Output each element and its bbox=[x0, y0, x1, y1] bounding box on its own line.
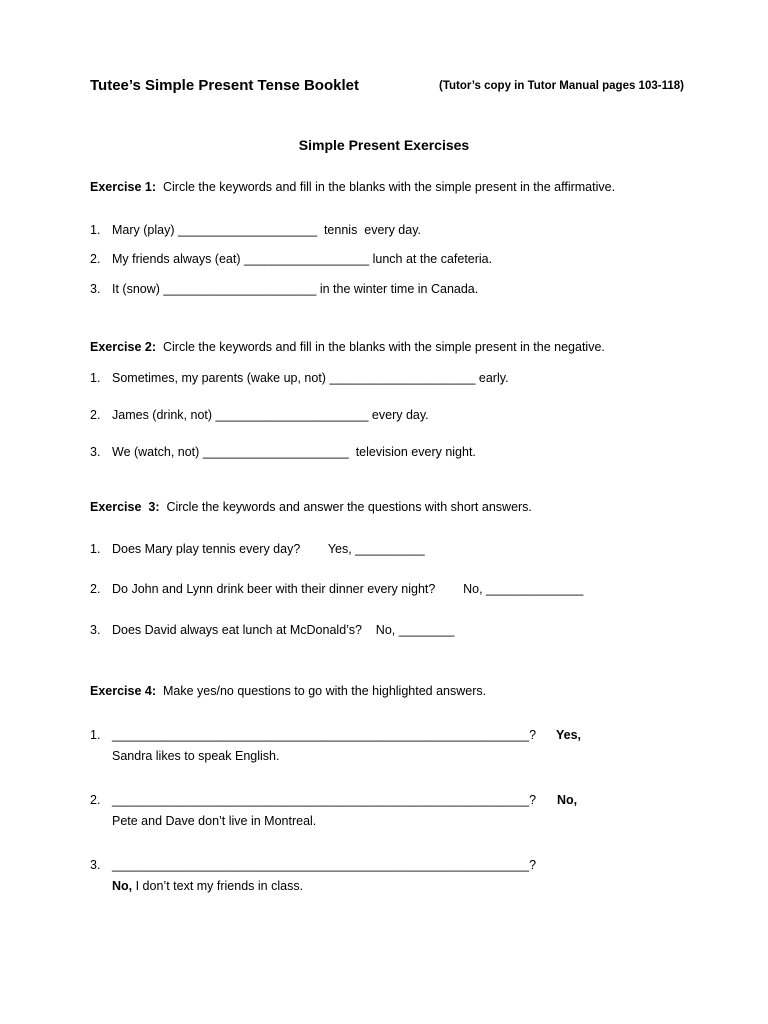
exercise-4-label: Exercise 4: bbox=[90, 684, 157, 698]
exercise-4-item-1-line: ____________________________________________________________? bbox=[112, 728, 537, 742]
exercise-2-item-1: Sometimes, my parents (wake up, not) _____________________ early. bbox=[112, 371, 509, 385]
exercise-2-label: Exercise 2: bbox=[90, 340, 157, 354]
tutor-copy-note: (Tutor’s copy in Tutor Manual pages 103-118) bbox=[439, 80, 684, 92]
exercise-3-text: Circle the keywords and answer the questions with short answers. bbox=[166, 500, 532, 514]
exercise-4-item-2-answer-start: No, bbox=[557, 793, 578, 807]
exercise-1-item-1-number: 1. bbox=[90, 223, 101, 237]
exercise-4-item-1-answer: Sandra likes to speak English. bbox=[112, 749, 280, 763]
exercise-1-text: Circle the keywords and fill in the blanks with the simple present in the affirmative. bbox=[162, 180, 616, 194]
exercise-4-instruction bbox=[90, 685, 486, 698]
exercise-3-item-1-number: 1. bbox=[90, 542, 101, 556]
exercise-1-item-3: It (snow) ______________________ in the winter time in Canada. bbox=[112, 282, 479, 296]
exercise-4-item-1-answer-start: Yes, bbox=[556, 728, 582, 742]
exercise-3-item-1: Does Mary play tennis every day? Yes, __________ bbox=[112, 542, 425, 556]
exercise-4-text: Make yes/no questions to go with the highlighted answers. bbox=[162, 684, 487, 698]
exercise-2-item-2-number: 2. bbox=[90, 408, 101, 422]
exercise-3-item-3: Does David always eat lunch at McDonald’s? No, ________ bbox=[112, 623, 455, 637]
exercise-2-item-3: We (watch, not) _____________________ television every night. bbox=[112, 445, 476, 459]
exercise-4-item-1-number: 1. bbox=[90, 728, 101, 742]
exercise-4-item-2-answer: Pete and Dave don’t live in Montreal. bbox=[112, 814, 317, 828]
exercise-1-instruction bbox=[90, 181, 615, 194]
exercise-2-item-3-number: 3. bbox=[90, 445, 101, 459]
section-heading: Simple Present Exercises bbox=[298, 137, 470, 153]
exercise-4-item-3-answer-line bbox=[112, 880, 303, 893]
exercise-1-item-2-number: 2. bbox=[90, 252, 101, 266]
exercise-1-item-2: My friends always (eat) __________________ lunch at the cafeteria. bbox=[112, 252, 493, 266]
exercise-2-item-1-number: 1. bbox=[90, 371, 101, 385]
exercise-3-item-3-number: 3. bbox=[90, 623, 101, 637]
exercise-1-label: Exercise 1: bbox=[90, 180, 157, 194]
exercise-2-text: Circle the keywords and fill in the blanks with the simple present in the negative. bbox=[162, 340, 605, 354]
exercise-1-item-3-number: 3. bbox=[90, 282, 101, 296]
exercise-4-item-2-line: ____________________________________________________________? bbox=[112, 793, 537, 807]
exercise-3-item-2: Do John and Lynn drink beer with their dinner every night? No, ______________ bbox=[112, 582, 584, 596]
exercise-1-item-1: Mary (play) ____________________ tennis every day. bbox=[112, 223, 422, 237]
exercise-4-item-3-answer: I don’t text my friends in class. bbox=[132, 879, 304, 893]
exercise-4-item-2-number: 2. bbox=[90, 793, 101, 807]
exercise-2-item-2: James (drink, not) ______________________ every day. bbox=[112, 408, 429, 422]
exercise-4-item-3-number: 3. bbox=[90, 858, 101, 872]
exercise-3-label: Exercise 3: bbox=[90, 500, 160, 514]
exercise-4-item-3-line: ____________________________________________________________? bbox=[112, 858, 537, 872]
exercise-2-instruction bbox=[90, 341, 605, 354]
booklet-title: Tutee’s Simple Present Tense Booklet bbox=[90, 77, 359, 94]
exercise-3-instruction bbox=[90, 501, 532, 514]
exercise-4-item-3-answer-start: No, bbox=[112, 879, 133, 893]
exercise-3-item-2-number: 2. bbox=[90, 582, 101, 596]
